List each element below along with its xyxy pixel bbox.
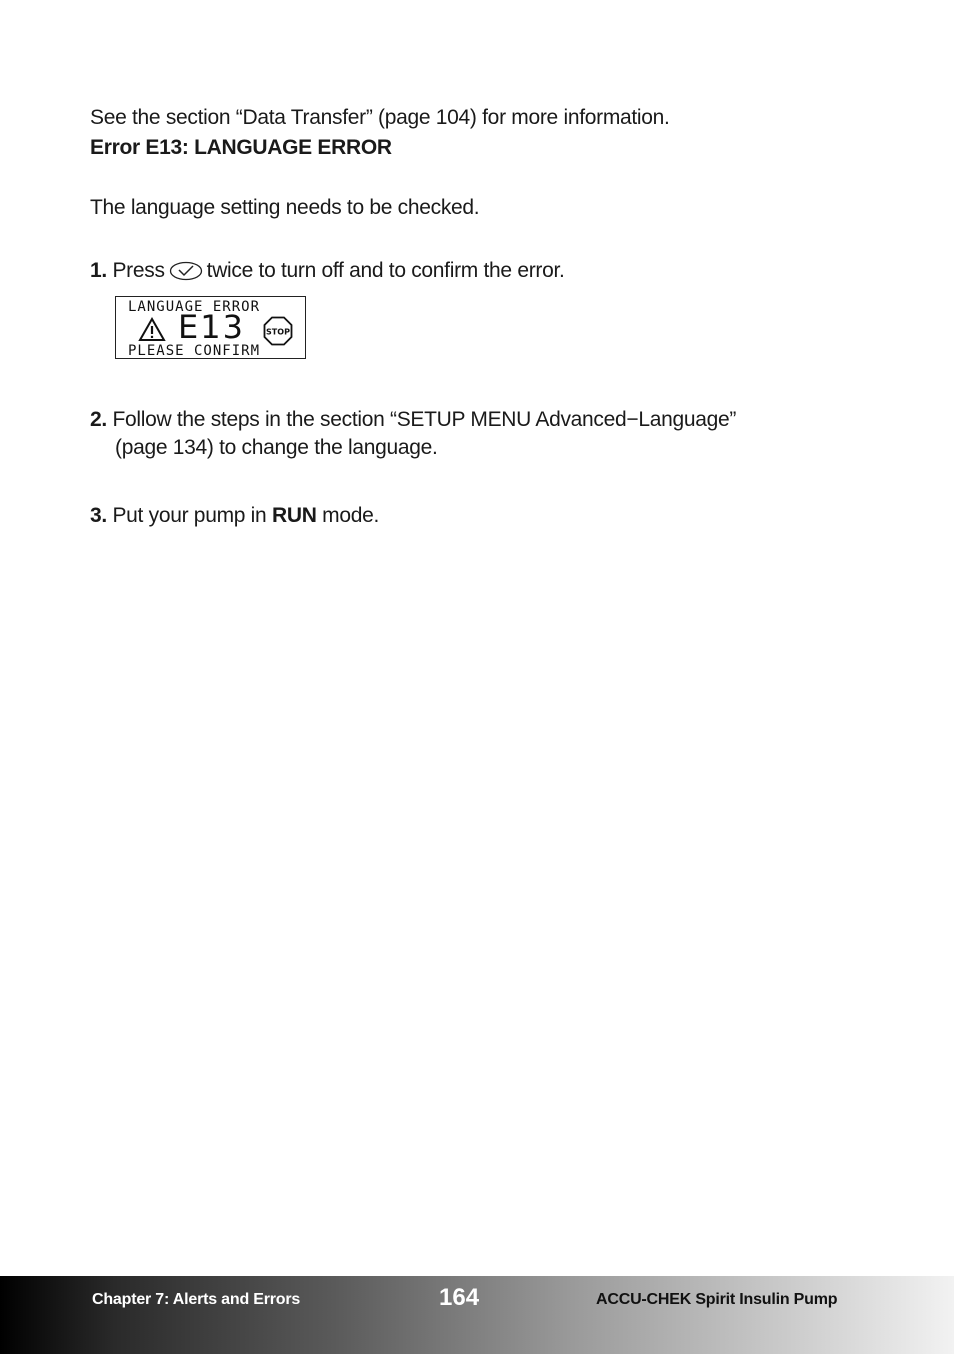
check-button-icon bbox=[169, 261, 203, 281]
step-3-post: mode. bbox=[322, 504, 379, 527]
page-footer bbox=[0, 1276, 954, 1354]
step-1-pre: Press bbox=[112, 259, 165, 282]
stop-sign-label: STOP bbox=[266, 327, 290, 337]
step-3-number: 3. bbox=[90, 504, 107, 527]
stop-sign-icon bbox=[263, 316, 293, 346]
step-3-run-mode: RUN bbox=[271, 504, 317, 527]
intro-text: See the section “Data Transfer” (page 104) for more information. bbox=[90, 106, 670, 129]
lcd-top-line: LANGUAGE ERROR bbox=[128, 299, 261, 315]
description-text: The language setting needs to be checked. bbox=[90, 196, 480, 219]
step-2-line-2: (page 134) to change the language. bbox=[115, 436, 438, 459]
footer-chapter: Chapter 7: Alerts and Errors bbox=[92, 1291, 301, 1308]
step-3 bbox=[90, 502, 379, 530]
step-2-line-1 bbox=[90, 406, 736, 434]
warning-triangle-icon bbox=[138, 317, 166, 342]
footer-product: ACCU-CHEK Spirit Insulin Pump bbox=[596, 1291, 838, 1308]
step-2-text-line-1: Follow the steps in the section “SETUP MENU Advanced−Language” bbox=[112, 408, 737, 431]
page-number: 164 bbox=[439, 1284, 480, 1311]
step-1-post: twice to turn off and to confirm the error. bbox=[206, 259, 565, 282]
step-1-number: 1. bbox=[90, 259, 107, 282]
error-heading: Error E13: LANGUAGE ERROR bbox=[90, 136, 392, 159]
step-1 bbox=[90, 257, 565, 285]
lcd-display bbox=[115, 296, 306, 359]
step-2-number: 2. bbox=[90, 408, 107, 431]
lcd-bottom-line: PLEASE CONFIRM bbox=[128, 343, 261, 359]
step-3-pre: Put your pump in bbox=[112, 504, 267, 527]
lcd-error-code: E13 bbox=[178, 308, 245, 346]
